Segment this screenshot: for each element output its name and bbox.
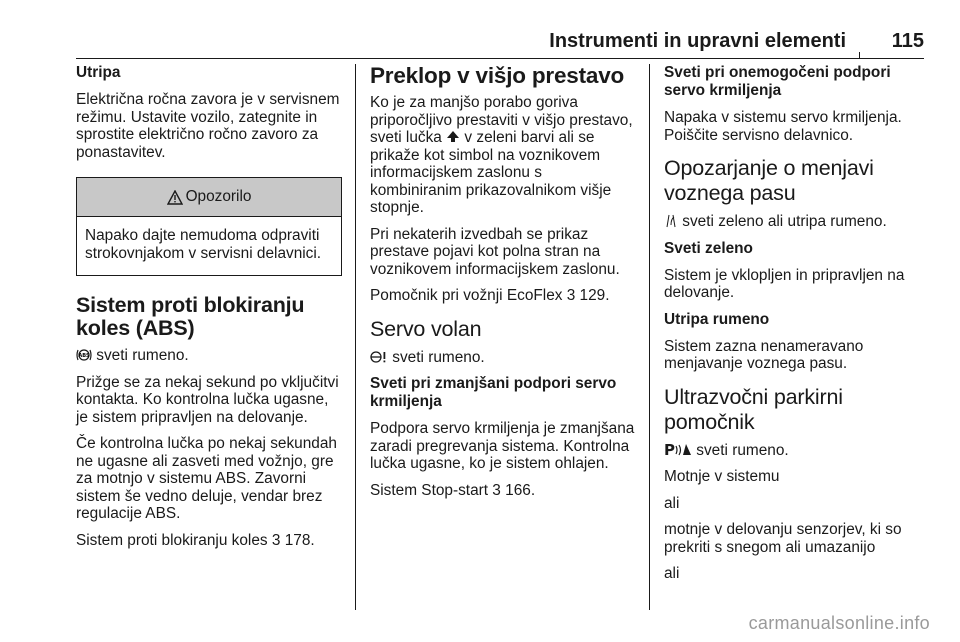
servo-status-line (370, 349, 636, 367)
zeleno-text: Sistem je vklopljen in pripravljen na delovanje. (664, 266, 905, 301)
warning-triangle-icon (167, 190, 183, 205)
park-status: sveti rumeno. (696, 441, 789, 459)
park-text-3: motnje v delovanju senzorjev, ki so prekriti s snegom ali umazanijo (664, 521, 902, 556)
abs-heading: Sistem proti blokiranju koles (ABS) (76, 293, 305, 340)
svg-text:P: P (664, 441, 675, 457)
utripa-heading: Utripa (76, 64, 121, 81)
zeleno-subheading: Sveti zeleno (664, 239, 753, 257)
lane-status: sveti zeleno ali utripa rumeno. (682, 213, 887, 230)
column-1 (76, 64, 342, 558)
rumeno-subheading: Utripa rumeno (664, 310, 770, 328)
abs-icon (76, 348, 92, 362)
abs-reference[interactable]: Sistem proti blokiranju koles 3 178. (76, 531, 315, 549)
lane-status-line (664, 213, 926, 231)
warning-title: Opozorilo (185, 188, 252, 205)
abs-text-2: Če kontrolna lučka po nekaj sekundah ne ugasne ali zasveti med vožnjo, gre za motnjo v sistemu ABS. Zavorni sistem še vedno deluje, vendar brez regulacije ABS. (76, 435, 337, 522)
abs-status: sveti rumeno. (96, 347, 189, 364)
park-text-2: ali (664, 494, 680, 512)
steering-warning-icon (370, 350, 388, 364)
servo-reference[interactable]: Sistem Stop-start 3 166. (370, 481, 536, 499)
warning-text: Napako dajte nemudoma odpraviti strokovnjakom v servisni delavnici. (85, 227, 322, 262)
lane-change-icon (664, 214, 678, 228)
servo-status: sveti rumeno. (392, 348, 485, 366)
site-watermark: carmanualsonline.info (748, 613, 930, 633)
upshift-icon (446, 130, 460, 143)
onemog-subheading: Sveti pri onemogočeni podpori servo krmiljenja (664, 64, 891, 99)
prestava-text-2: Pri nekaterih izvedbah se prikaz prestave pojavi kot polna stran na voznikovem informacijskem zaslonu. (370, 225, 620, 278)
servo-heading: Servo volan (370, 316, 482, 341)
column-3 (664, 64, 926, 592)
onemog-text: Napaka v sistemu servo krmiljenja. Poiščite servisno delavnico. (664, 109, 902, 144)
warning-body (77, 217, 341, 275)
abs-status-line (76, 347, 342, 365)
park-status-line (664, 442, 926, 460)
column-divider-2 (649, 64, 650, 610)
park-heading: Ultrazvočni parkirni pomočnik (664, 384, 843, 434)
header-tick (859, 52, 860, 58)
prestava-text-1 (370, 94, 636, 217)
servo-text: Podpora servo krmiljenja je zmanjšana zaradi pregrevanja sistema. Kontrolna lučka ugasne, ko je sistem ohlajen. (370, 420, 635, 472)
warning-header (77, 178, 341, 217)
page-header (76, 30, 924, 56)
chapter-title: Instrumenti in upravni elementi (549, 30, 846, 52)
svg-text:ABS: ABS (78, 353, 90, 359)
parking-sensor-icon (664, 442, 692, 457)
column-divider-1 (355, 64, 356, 610)
park-text-1: Motnje v sistemu (664, 468, 780, 485)
prestava-reference[interactable]: Pomočnik pri vožnji EcoFlex 3 129. (370, 287, 610, 304)
park-text-4: ali (664, 565, 680, 582)
lane-heading: Opozarjanje o menjavi voznega pasu (664, 156, 874, 205)
prestava-text-1a: Ko je za manjšo porabo goriva priporočljivo prestaviti v višjo prestavo, sveti lučka (370, 94, 633, 146)
servo-subheading: Sveti pri zmanjšani podpori servo krmiljenja (370, 375, 617, 410)
rumeno-text: Sistem zazna nenameravano menjavanje voznega pasu. (664, 337, 864, 372)
abs-text-1: Prižge se za nekaj sekund po vključitvi kontakta. Ko kontrolna lučka ugasne, je sistem pripravljen na delovanje. (76, 373, 339, 426)
prestava-heading: Preklop v višjo prestavo (370, 63, 625, 88)
page-number: 115 (891, 30, 924, 52)
utripa-text: Električna ročna zavora je v servisnem režimu. Ustavite vozilo, zategnite in sprostite električno ročno zavoro za ponastavitev. (76, 91, 340, 161)
warning-box (76, 177, 342, 276)
prestava-text-1b: v zeleni barvi ali se prikaže kot simbol na voznikovem informacijskem zaslonu s kombiniranim prikazovalnikom višje stopnje. (370, 129, 612, 216)
header-rule (76, 58, 924, 59)
column-2 (370, 64, 636, 508)
